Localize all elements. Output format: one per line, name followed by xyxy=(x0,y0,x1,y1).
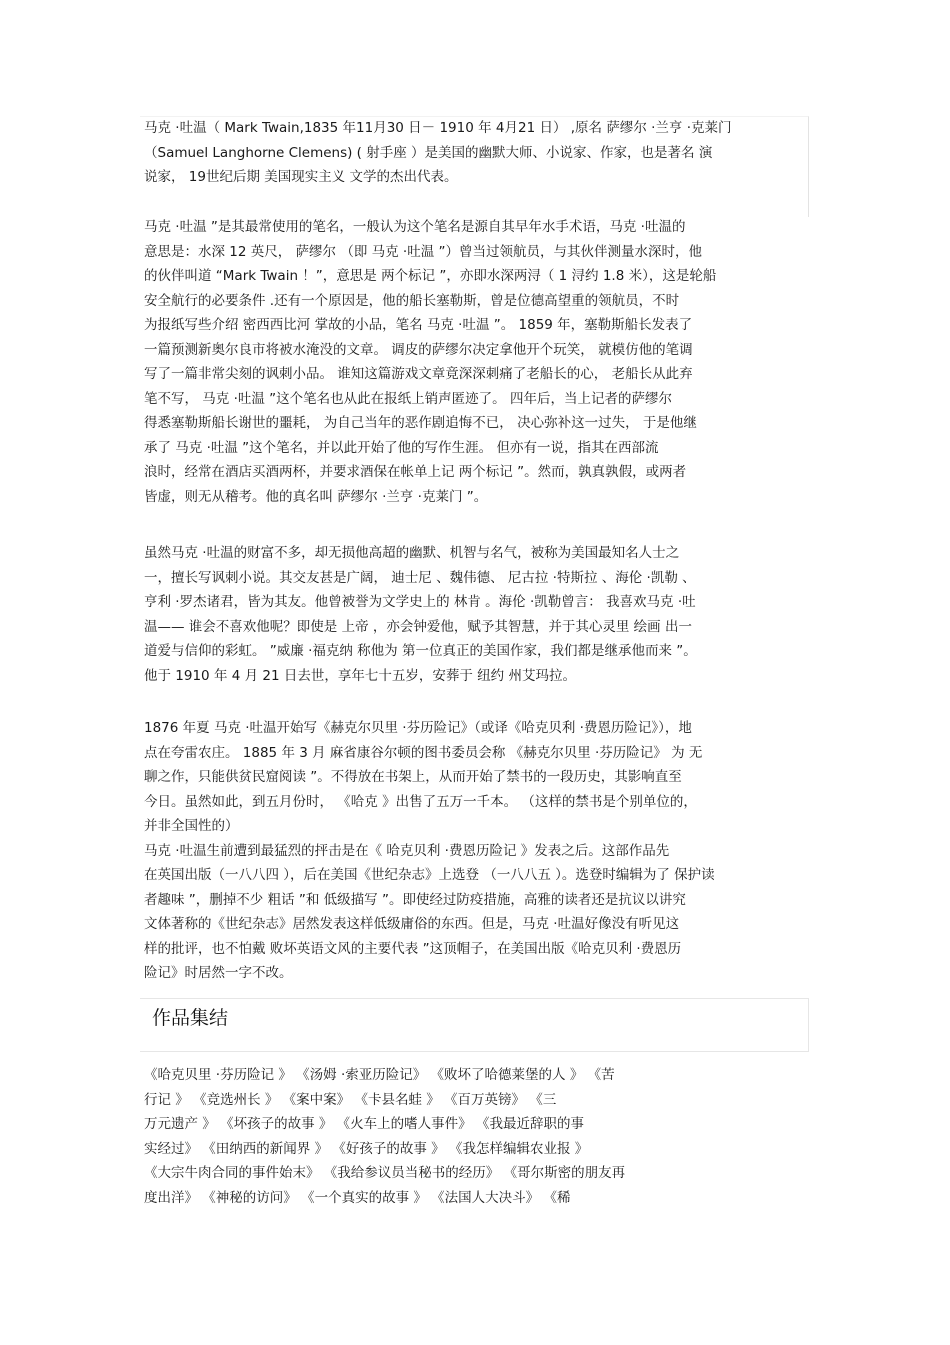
text-line: 马克 ·吐温（ Mark Twain,1835 年11月30 日－ 1910 年 4月21 日） ,原名 萨缪尔 ·兰亨 ·克莱门 xyxy=(144,120,732,136)
text-line: 的伙伴叫道 “Mark Twain ！”，意思是 两个标记 ”，亦即水深两浔（ 1 浔约 1.8 米），这是轮船 xyxy=(144,268,717,284)
text-line: 在英国出版（一八八四 ），后在美国《世纪杂志》上选登 （一八八五 ）。选登时编辑为了 保护读 xyxy=(144,867,715,883)
text-line: 点在夸雷农庄。 1885 年 3 月 麻省康谷尔顿的图书委员会称 《赫克尔贝里 ·芬历险记》 为 无 xyxy=(144,744,703,761)
works-line[interactable]: 实经过》 《田纳西的新闻界 》 《好孩子的故事 》 《我怎样编辑农业报 》 xyxy=(144,1140,589,1157)
text-line: 聊之作，只能供贫民窟阅读 ”。不得放在书架上，从而开始了禁书的一段历史，其影响直至 xyxy=(144,769,682,785)
works-line[interactable]: 《大宗牛肉合同的事件始末》 《我给参议员当秘书的经历》 《哥尔斯密的朋友再 xyxy=(144,1165,626,1181)
text-line: 样的批评，也不怕戴 败坏英语文风的主要代表 ”这顶帽子，在美国出版《哈克贝利 ·费恩历 xyxy=(144,940,682,957)
text-line: 笔不写， 马克 ·吐温 ”这个笔名也从此在报纸上销声匿迹了。 四年后，当上记者的萨缪尔 xyxy=(144,390,672,407)
intro-paragraph xyxy=(144,116,806,190)
section-heading-frame xyxy=(140,998,809,1052)
text-line: 得悉塞勒斯船长谢世的噩耗， 为自己当年的恶作剧追悔不已， 决心弥补这一过失， 于是他继 xyxy=(144,415,697,431)
works-line[interactable]: 万元遗产 》 《坏孩子的故事 》 《火车上的嗜人事件》 《我最近辞职的事 xyxy=(144,1116,584,1132)
huck-finn-paragraph xyxy=(144,716,806,986)
text-line: 1876 年夏 马克 ·吐温开始写《赫克尔贝里 ·芬历险记》（或译《哈克贝利 ·费恩历险记》），地 xyxy=(144,720,692,736)
text-line: 一，擅长写讽刺小说。其交友甚是广阔， 迪士尼 、魏伟德、 尼古拉 ·特斯拉 、海伦 ·凯勒 、 xyxy=(144,569,696,586)
text-line: 今日。虽然如此，到五月份时， 《哈克 》出售了五万一千本。 （这样的禁书是个别单位的， xyxy=(144,793,697,810)
works-line[interactable]: 《哈克贝里 ·芬历险记 》 《汤姆 ·索亚历险记》 《败坏了哈德莱堡的人 》 《苦 xyxy=(144,1067,615,1083)
text-line: 温—— 谁会不喜欢他呢？即使是 上帝 ，亦会钟爱他，赋予其智慧，并于其心灵里 绘画 出一 xyxy=(144,618,692,635)
text-line: 为报纸写些介绍 密西西比河 掌故的小品，笔名 马克 ·吐温 ”。 1859 年，塞勒斯船长发表了 xyxy=(144,317,693,333)
text-line: 浪时，经常在酒店买酒两杯，并要求酒保在帐单上记 两个标记 ”。然而，孰真孰假，或两者 xyxy=(144,464,687,480)
text-line: 马克 ·吐温生前遭到最猛烈的抨击是在《 哈克贝利 ·费恩历险记 》发表之后。这部作品先 xyxy=(144,842,670,859)
works-line[interactable]: 行记 》 《竞选州长 》 《案中案》 《卡县名蛙 》 《百万英镑》 《三 xyxy=(144,1091,557,1108)
text-line: 道爱与信仰的彩虹。 ”威廉 ·福克纳 称他为 第一位真正的美国作家，我们都是继承他而来 ”。 xyxy=(144,643,697,659)
text-line: （Samuel Langhorne Clemens) ( 射手座 ）是美国的幽默大师、小说家、作家，也是著名 演 xyxy=(144,144,713,161)
text-line: 亨利 ·罗杰诸君，皆为其友。他曾被誉为文学史上的 林肯 。海伦 ·凯勒曾言： 我喜欢马克 ·吐 xyxy=(144,594,696,610)
text-line: 文体著称的《世纪杂志》居然发表这样低级庸俗的东西。但是，马克 ·吐温好像没有听见这 xyxy=(144,916,680,932)
text-line: 说家， 19世纪后期 美国现实主义 文学的杰出代表。 xyxy=(144,169,458,185)
text-line: 虽然马克 ·吐温的财富不多，却无损他高超的幽默、机智与名气，被称为美国最知名人士之 xyxy=(144,545,680,561)
text-line: 者趣味 ”，删掉不少 粗话 ”和 低级描写 ”。即使经过防疫措施，高雅的读者还是抗议以讲究 xyxy=(144,891,686,908)
text-line: 他于 1910 年 4 月 21 日去世，享年七十五岁，安葬于 纽约 州艾玛拉。 xyxy=(144,667,576,684)
text-line: 皆虚，则无从稽考。他的真名叫 萨缪尔 ·兰亨 ·克莱门 ”。 xyxy=(144,488,488,505)
works-line[interactable]: 度出洋》 《神秘的访问》 《一个真实的故事 》 《法国人大决斗》 《稀 xyxy=(144,1189,571,1206)
text-line: 承了 马克 ·吐温 ”这个笔名，并以此开始了他的写作生涯。 但亦有一说，指其在西部流 xyxy=(144,439,659,456)
pen-name-paragraph xyxy=(144,215,806,509)
text-line: 险记》时居然一字不改。 xyxy=(144,965,293,981)
fame-paragraph xyxy=(144,541,806,688)
text-line: 一篇预测新奥尔良市将被水淹没的文章。 调皮的萨缪尔决定拿他开个玩笑， 就模仿他的笔调 xyxy=(144,341,693,358)
works-list xyxy=(144,1063,806,1210)
section-heading: 作品集结 xyxy=(152,1007,229,1029)
text-line: 安全航行的必要条件 .还有一个原因是，他的船长塞勒斯，曾是位德高望重的领航员，不时 xyxy=(144,292,680,309)
text-line: 写了一篇非常尖刻的讽刺小品。 谁知这篇游戏文章竟深深刺痛了老船长的心， 老船长从此弃 xyxy=(144,366,693,382)
text-line: 并非全国性的） xyxy=(144,818,239,834)
text-line: 意思是：水深 12 英尺， 萨缪尔 （即 马克 ·吐温 ”）曾当过领航员，与其伙伴测量水深时，他 xyxy=(144,243,703,260)
text-line: 马克 ·吐温 ”是其最常使用的笔名，一般认为这个笔名是源自其早年水手术语，马克 ·吐温的 xyxy=(144,219,686,235)
